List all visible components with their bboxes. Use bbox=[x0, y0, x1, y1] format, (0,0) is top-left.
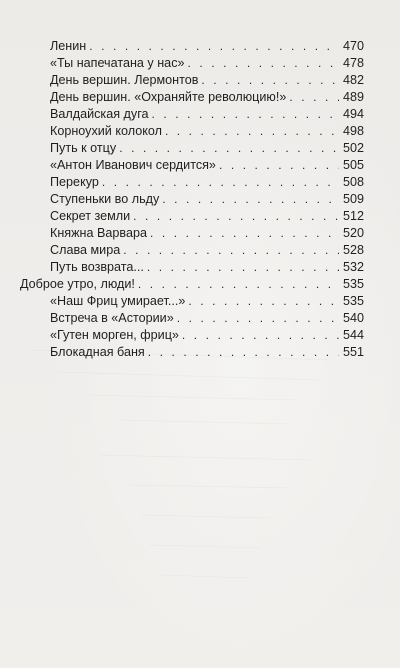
dot-leader bbox=[148, 344, 339, 361]
toc-entry bbox=[20, 157, 364, 174]
table-of-contents bbox=[20, 38, 364, 361]
toc-entry-title: «Ты напечатана у нас» bbox=[50, 56, 185, 70]
dot-leader bbox=[133, 208, 339, 225]
dot-leader bbox=[219, 157, 339, 174]
toc-entry bbox=[20, 208, 364, 225]
dot-leader bbox=[162, 191, 339, 208]
toc-entry bbox=[20, 89, 364, 106]
toc-entry-page: 478 bbox=[342, 56, 364, 70]
toc-entry-title: Перекур bbox=[50, 175, 99, 189]
toc-entry-title: Путь к отцу bbox=[50, 141, 117, 155]
toc-entry-page: 498 bbox=[342, 124, 364, 138]
toc-entry-page: 532 bbox=[342, 260, 364, 274]
toc-entry-page: 470 bbox=[342, 39, 364, 53]
toc-entry-title: Валдайская дуга bbox=[50, 107, 149, 121]
toc-entry bbox=[20, 38, 364, 55]
toc-entry bbox=[20, 310, 364, 327]
toc-entry-page: 502 bbox=[342, 141, 364, 155]
toc-entry bbox=[20, 327, 364, 344]
toc-entry-page: 509 bbox=[342, 192, 364, 206]
toc-section-entry bbox=[20, 276, 364, 293]
toc-entry bbox=[20, 140, 364, 157]
toc-entry bbox=[20, 293, 364, 310]
dot-leader bbox=[188, 293, 339, 310]
dot-leader bbox=[152, 106, 339, 123]
dot-leader bbox=[150, 225, 339, 242]
dot-leader bbox=[165, 123, 339, 140]
dot-leader bbox=[289, 89, 339, 106]
dot-leader bbox=[177, 310, 339, 327]
dot-leader bbox=[182, 327, 339, 344]
toc-entry-title: День вершин. «Охраняйте революцию!» bbox=[50, 90, 287, 104]
toc-entry bbox=[20, 225, 364, 242]
toc-entry-title: «Наш Фриц умирает...» bbox=[50, 294, 186, 308]
toc-entry bbox=[20, 242, 364, 259]
toc-entry bbox=[20, 123, 364, 140]
toc-entry-page: 489 bbox=[342, 90, 364, 104]
toc-entry-page: 508 bbox=[342, 175, 364, 189]
toc-entry-title: Секрет земли bbox=[50, 209, 131, 223]
dot-leader bbox=[119, 140, 339, 157]
toc-entry-page: 494 bbox=[342, 107, 364, 121]
toc-entry-title: Ступеньки во льду bbox=[50, 192, 160, 206]
dot-leader bbox=[188, 55, 340, 72]
toc-entry bbox=[20, 344, 364, 361]
dot-leader bbox=[138, 276, 339, 293]
toc-entry bbox=[20, 259, 364, 276]
toc-entry-page: 520 bbox=[342, 226, 364, 240]
toc-entry-page: 528 bbox=[342, 243, 364, 257]
toc-entry-title: Княжна Варвара bbox=[50, 226, 147, 240]
dot-leader bbox=[201, 72, 339, 89]
toc-section-title: Доброе утро, люди! bbox=[20, 277, 135, 291]
toc-entry-title: Блокадная баня bbox=[50, 345, 145, 359]
toc-entry-title: «Антон Иванович сердится» bbox=[50, 158, 216, 172]
toc-entry-page: 535 bbox=[342, 277, 364, 291]
toc-entry-page: 505 bbox=[342, 158, 364, 172]
toc-entry bbox=[20, 191, 364, 208]
toc-entry bbox=[20, 106, 364, 123]
toc-entry-title: «Гутен морген, фриц» bbox=[50, 328, 179, 342]
toc-entry-page: 544 bbox=[342, 328, 364, 342]
toc-entry-title: Слава мира bbox=[50, 243, 121, 257]
toc-entry bbox=[20, 72, 364, 89]
toc-entry-page: 535 bbox=[342, 294, 364, 308]
toc-entry bbox=[20, 174, 364, 191]
toc-entry-page: 512 bbox=[342, 209, 364, 223]
toc-entry-title: День вершин. Лермонтов bbox=[50, 73, 199, 87]
dot-leader bbox=[123, 242, 339, 259]
dot-leader bbox=[102, 174, 339, 191]
toc-entry-page: 482 bbox=[342, 73, 364, 87]
toc-entry-title: Корноухий колокол bbox=[50, 124, 162, 138]
toc-entry-page: 551 bbox=[342, 345, 364, 359]
toc-entry-title: Встреча в «Астории» bbox=[50, 311, 174, 325]
toc-entry-title: Путь возврата... bbox=[50, 260, 144, 274]
dot-leader bbox=[147, 259, 339, 276]
dot-leader bbox=[89, 38, 339, 55]
toc-entry bbox=[20, 55, 364, 72]
toc-entry-title: Ленин bbox=[50, 39, 87, 53]
toc-entry-page: 540 bbox=[342, 311, 364, 325]
